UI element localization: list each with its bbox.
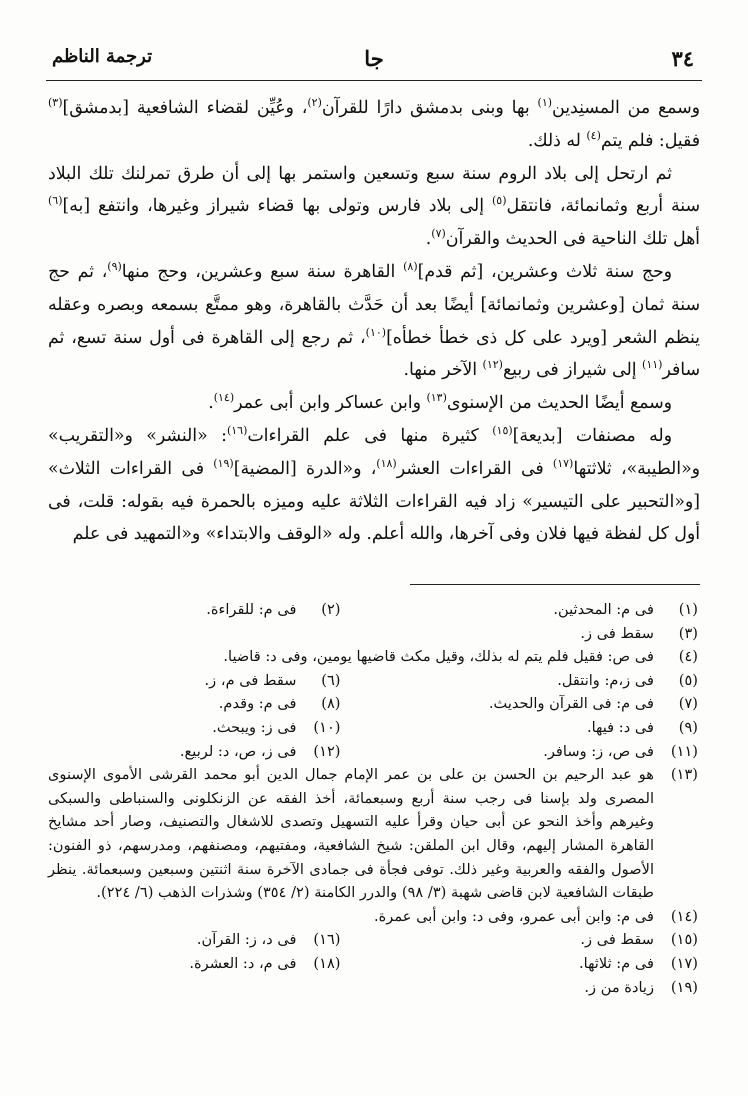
footnote-text: فى ز: ويبحث. <box>212 718 297 736</box>
footnote <box>189 952 340 976</box>
text-run: فى القراءات الثلاث» [و«التحبير على التيسير» زاد فيه القراءات الثلاثة عليه وميزه بالحمرة فيه بقوله: قلت، فى أول كل لفظة فيها فلان وفى آخرها، والله أعلم. وله «الوقف والابتداء» و«التمهيد فى علم <box>48 458 700 545</box>
paragraph <box>48 387 700 420</box>
text-run: : «النشر» و«التقريب» و«الطيبة»، ثلاثتها <box>48 425 701 479</box>
footnote-number: (١٥) <box>670 931 698 949</box>
text-run: فى القراءات العشر <box>396 458 553 479</box>
footnote <box>341 928 699 952</box>
footnote-number: (٣) <box>678 624 698 642</box>
footnote-text: فى ز، ص، د: لربيع. <box>179 742 297 760</box>
text-run: وسمع أيضًا الحديث من الإسنوى <box>446 393 672 414</box>
paragraph <box>48 92 700 158</box>
footnote-text: سقط فى م، ز. <box>204 671 297 689</box>
footnote-ref[interactable]: (١٦) <box>226 424 248 438</box>
text-run: . <box>208 393 214 414</box>
footnote-number: (١١) <box>670 742 698 760</box>
footnote-number: (٧) <box>678 695 698 713</box>
footnote-text: فى م: وابن أبى عمرو، وفى د: وابن أبى عمرة. <box>374 907 654 925</box>
footnote-ref[interactable]: (١٣) <box>426 391 447 405</box>
text-run: له ذلك. <box>527 130 587 151</box>
footnote-number: (١٨) <box>313 954 341 972</box>
text-run: الآخر منها. <box>403 360 483 381</box>
footnotes <box>48 598 698 999</box>
text-run: إلى شيراز فى ربيع <box>502 360 643 381</box>
text-run: كثيرة منها فى علم القراءات <box>247 425 493 446</box>
main-text <box>48 92 700 551</box>
footnote-number: (٦) <box>321 671 341 689</box>
footnote <box>341 952 699 976</box>
text-run: ، ثم حج سنة ثمان [وعشرين وثمانمائة] أيضًا بعد أن حَدَّث بالقاهرة، وهو ممتَّع بسمعه وبصره وعقله ينظم الشعر [ويرد على كل ذى خطأ خطأه] <box>48 261 700 348</box>
footnote-ref[interactable]: (٢) <box>307 96 322 110</box>
text-run: أهل تلك الناحية فى الحديث والقرآن <box>445 229 700 250</box>
footnote-text: فى ص، ز: وسافر. <box>543 742 654 760</box>
footnote <box>48 905 698 929</box>
text-run: . <box>425 229 432 250</box>
footnote <box>206 598 340 622</box>
footnote-text: سقط فى ز. <box>580 624 654 642</box>
paragraph <box>48 420 700 551</box>
page-number: ٣٤ <box>671 46 694 71</box>
footnote <box>219 692 341 716</box>
text-run: فقيل: فلم يتم <box>600 130 700 151</box>
footnote-separator <box>410 584 700 585</box>
text-run: وابن عساكر وابن أبى عمر <box>234 393 427 414</box>
text-run: القاهرة سنة سبع وعشرين، وحج منها <box>121 261 404 282</box>
footnote-number: (١٢) <box>313 742 341 760</box>
footnote-ref[interactable]: (١٩) <box>213 457 234 470</box>
footnote-ref[interactable]: (١٤) <box>213 391 235 405</box>
text-run: بها وبنى بدمشق دارًا للقرآن <box>321 98 538 118</box>
footnote <box>341 669 699 693</box>
footnote-number: (١٧) <box>670 954 698 972</box>
footnote <box>341 740 699 764</box>
text-run: ثم ارتحل إلى بلاد الروم سنة سبع وتسعين واستمر بها إلى أن طرق تمرلنك تلك البلاد سنة أربع وثمانمائة، فانتقل <box>48 163 700 217</box>
footnote-number: (٤) <box>678 648 698 666</box>
footnote-number: (١٠) <box>313 718 341 736</box>
footnote-text: زيادة من ز. <box>584 978 654 996</box>
footnote-text: فى م: للقراءة. <box>206 601 297 618</box>
text-run: ، ثم رجع إلى القاهرة فى أول سنة تسع، ثم سافر <box>48 327 700 381</box>
footnote-ref[interactable]: (٩) <box>107 260 122 274</box>
footnote-text: فى م: وقدم. <box>218 695 297 713</box>
footnote-number: (٢) <box>321 601 341 618</box>
footnote <box>180 740 341 764</box>
footnote-ref[interactable]: (١) <box>537 96 553 110</box>
footnote-text: فى د، ز: القرآن. <box>196 931 297 949</box>
footnote-text: فى د: فيها. <box>586 718 654 736</box>
footnote-number: (١٦) <box>313 931 341 949</box>
footnote-ref[interactable]: (١١) <box>642 358 663 372</box>
text-run: وسمع من المسنِدين <box>552 98 700 118</box>
footnote <box>48 976 698 1000</box>
text-run: ، و«الدرة [المضية] <box>233 458 377 479</box>
footnote <box>341 716 699 740</box>
running-title: ترجمة الناظم <box>52 46 153 67</box>
footnote-text: هو عبد الرحيم بن الحسن بن على بن عمر الإمام جمال الدين أبو محمد القرشى الأموى الإسنوى المصرى ولد بإسنا فى رجب سنة أربع وسبعمائة، أخذ الفقه عن الزنكلونى والسنباطى والسبكى وغيرهم وأخذ النحو عن أبى حيان وقرأ عليه التسهيل وتصدى للاشغال والتصنيف، وصار أحد مشايخ القاهرة المشار إليهم، وقال ابن الملقن: شيخ الشافعية، ومفتيهم، ومصنفهم، ومدرسهم، ذو الفنون: الأصول والفقه والعربية وغير ذلك. توفى فجأة فى جمادى الآخرة سنة اثنتين وسبعين وسبعمائة. ينظر طبقات الشافعية لابن قاضى شهبة (٣/ ٩٨) والدرر الكامنة (٢/ ٣٥٤) وشذرات الذهب (٦/ ٢٢٤). <box>48 766 654 902</box>
footnote-ref[interactable]: (٥) <box>491 194 507 208</box>
text-run: وحج سنة ثلاث وعشرين، [ثم قدم] <box>417 261 673 282</box>
footnote <box>205 669 341 693</box>
footnote-ref[interactable]: (٧) <box>431 227 446 241</box>
footnote-ref[interactable]: (٨) <box>403 260 418 274</box>
footnote-number: (١٩) <box>670 978 698 996</box>
footnote <box>48 763 698 905</box>
footnote-number: (٥) <box>678 671 698 689</box>
footnote-text: فى م، د: العشرة. <box>189 954 297 972</box>
footnote-text: فى م: المحدثين. <box>553 601 654 618</box>
paragraph <box>48 158 700 256</box>
footnote-text: فى ص: فقيل فلم يتم له بذلك، وقيل مكث قاضيها يومين، وفى د: قاضيا. <box>223 648 654 666</box>
footnote-text: فى م: ثلاثها. <box>578 954 654 972</box>
text-run: إلى بلاد فارس وتولى بها قضاء شيراز وغيرها، وانتفع [به] <box>62 196 492 217</box>
footnote-text: فى ز،م: وانتقل. <box>557 671 654 689</box>
volume-marker: جا <box>364 46 384 71</box>
footnote-number: (١) <box>678 601 698 618</box>
footnote-number: (١٤) <box>670 907 698 925</box>
footnote-ref[interactable]: (٦) <box>48 194 63 208</box>
footnote <box>341 692 699 716</box>
footnote-number: (٩) <box>678 718 698 736</box>
footnote-number: (١٣) <box>670 766 698 784</box>
text-run: وله مصنفات [بديعة] <box>512 425 672 446</box>
footnote <box>341 598 699 622</box>
footnote <box>48 622 698 646</box>
footnote-ref[interactable]: (٣) <box>48 96 63 110</box>
footnote-ref[interactable]: (١٠) <box>365 325 387 339</box>
footnote-text: فى م: فى القرآن والحديث. <box>488 695 654 713</box>
footnote-ref[interactable]: (١٨) <box>376 457 397 470</box>
footnote <box>197 928 341 952</box>
footnote-ref[interactable]: (١٥) <box>492 424 513 438</box>
footnote-number: (٨) <box>321 695 341 713</box>
footnote-text: سقط فى ز. <box>580 931 654 949</box>
footnote <box>48 645 698 669</box>
footnote-ref[interactable]: (١٢) <box>482 358 503 372</box>
footnote <box>212 716 340 740</box>
footnote-ref[interactable]: (١٧) <box>552 457 574 470</box>
footnote-ref[interactable]: (٤) <box>586 129 601 143</box>
paragraph <box>48 256 700 387</box>
page-header <box>46 40 702 81</box>
text-run: ، وعُيِّن لقضاء الشافعية [بدمشق] <box>62 98 308 118</box>
